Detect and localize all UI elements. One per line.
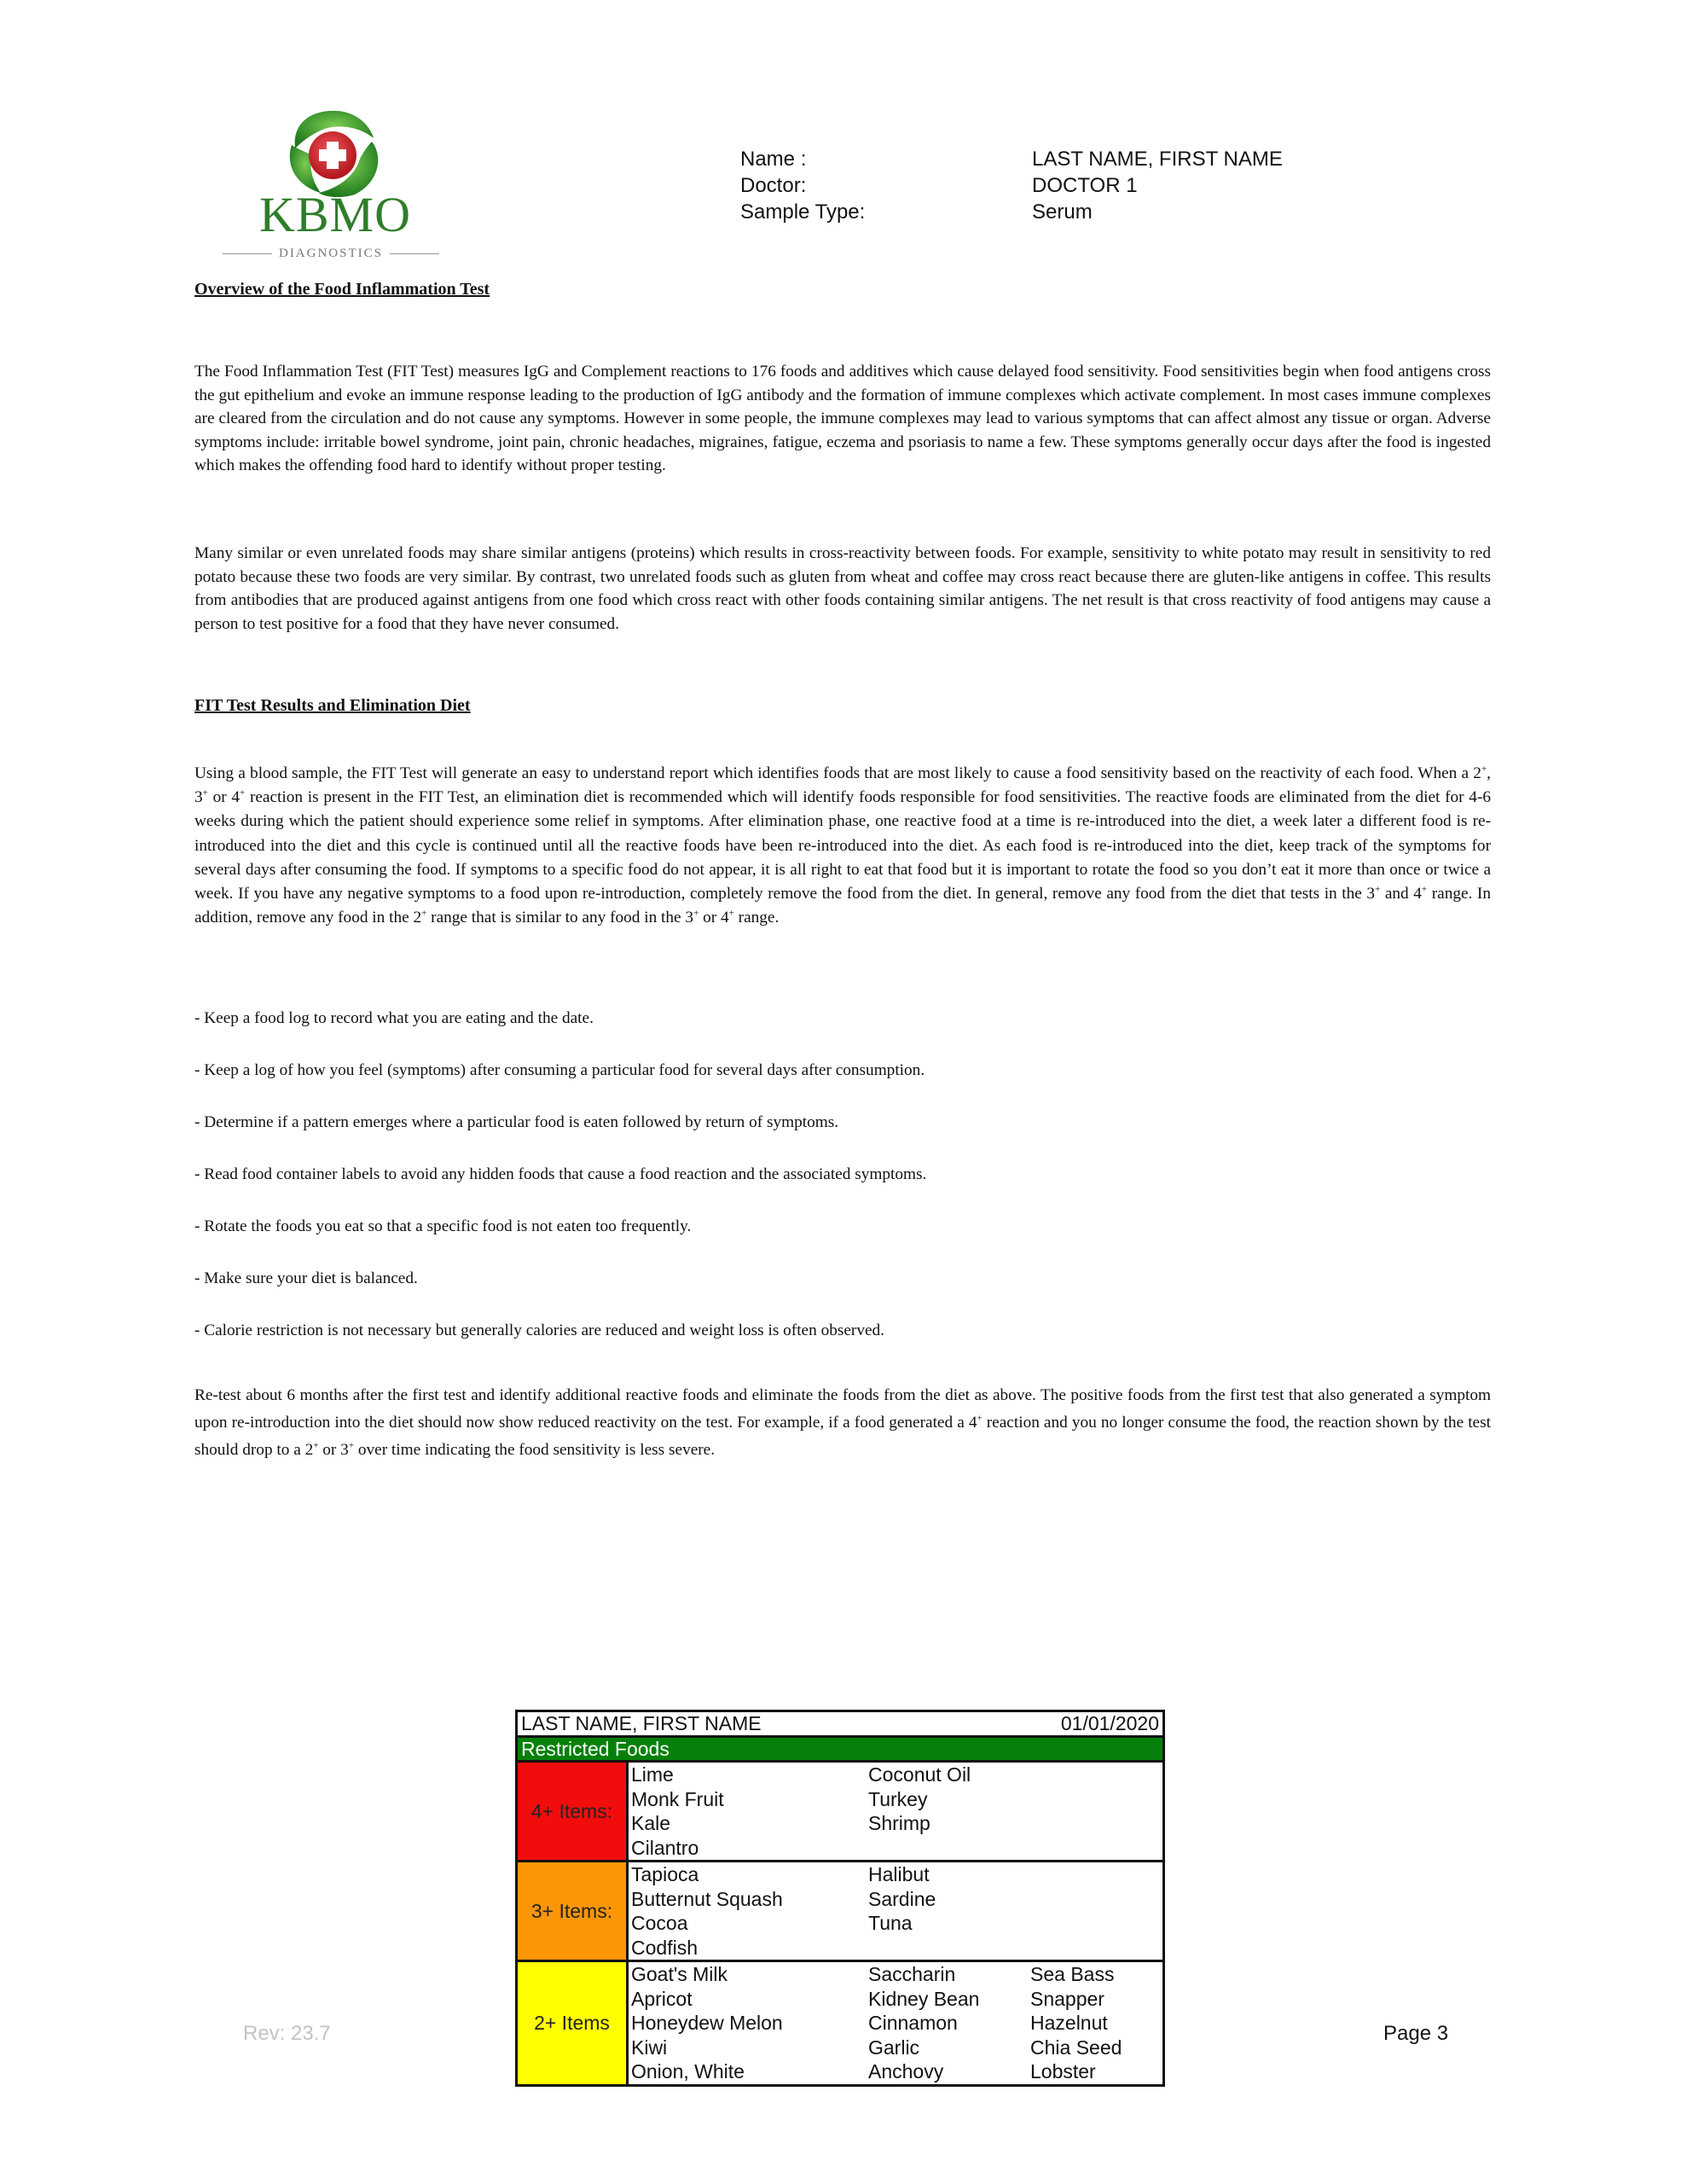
food-item: Tuna [868,1912,913,1934]
table-date: 01/01/2020 [1060,1712,1159,1734]
tier-column [1030,1763,1162,1787]
retest-paragraph [194,1382,1491,1464]
tier-column [1030,1862,1162,1887]
tip-item: - Keep a log of how you feel (symptoms) after consuming a particular food for several days after consumption. [194,1061,925,1079]
tier-list [518,1763,1162,2084]
food-item: Sardine [868,1887,936,1910]
food-item: Chia Seed [1030,2036,1122,2059]
overview-paragraph-1: The Food Inflammation Test (FIT Test) measures IgG and Complement reactions to 176 foods and additives which cause delayed food sensitivity. Food sensitivities begin when food antigens cross the gut epithelium and evoke an immune response leading to the production of IgG antibody and the formation of immune complexes which activate complement. In most cases immune complexes are cleared from the circulation and do not cause any symptoms. However in some people, the immune complexes may lead to various symptoms that can affect almost any tissue or organ. Adverse symptoms include: irritable bowel syndrome, joint pain, chronic headaches, migraines, fatigue, eczema and psoriasis to name a few. These symptoms generally occur days after the food is ingested which makes the offending food hard to identify without proper testing. [194,363,1491,475]
food-item: Shrimp [868,1812,930,1834]
food-item: Lobster [1030,2060,1096,2082]
results-heading: FIT Test Results and Elimination Diet [194,696,471,715]
retest-text-2: reaction and you no longer consume the food, the reaction shown by the test should drop to a 2 [194,1414,1491,1459]
tier-column [631,1962,868,2082]
plus-superscript: + [421,908,427,919]
overview-paragraph-2: Many similar or even unrelated foods may share similar antigens (proteins) which results in cross-reactivity between foods. For example, sensitivity to white potato may result in sensitivity to red potato because these two foods are very similar. By contrast, two unrelated foods such as gluten from wheat and coffee may cross react because there are gluten-like antigens in coffee. This results from antibodies that are produced against antigens from one food which cross react with other foods containing similar antigens. The net result is that cross reactivity of food antigens may cause a person to test positive for a food that they have never consumed. [194,544,1491,633]
logo-brand-text: KBMO [258,187,412,242]
logo-subtitle-text: DIAGNOSTICS [278,247,383,260]
food-item: Anchovy [868,2060,944,2082]
results-paragraph [194,762,1491,930]
plus-superscript: + [728,908,734,919]
results-text-1: Using a blood sample, the FIT Test will generate an easy to understand report which identifies foods that are most likely to cause a food sensitivity based on the reactivity of each food. When a 2 [194,764,1481,782]
food-item: Honeydew Melon [631,2012,783,2034]
retest-text-1: Re-test about 6 months after the first test and identify additional reactive foods and eliminate the foods from the diet as above. The positive foods from the first test that also generated a symptom upon re-introduction into the diet should now show reduced reactivity on the test. For example, if a food generated a 4 [194,1386,1491,1432]
food-item: Cilantro [631,1836,699,1859]
results-text-8: or 4 [699,909,729,927]
logo-rule-left [223,253,272,254]
food-item: Cocoa [631,1912,688,1934]
results-text-4: reaction is present in the FIT Test, an elimination diet is recommended which will identify foods responsible for food sensitivities. The reactive foods are eliminated from the diet for 4-6 weeks during which the patient should experience some relief in symptoms. After elimination phase, one reactive food at a time is re-introduced into the diet, a week later a different food is re-introduced into the diet and this cycle is continued until all the reactive foods have been re-introduced into the diet. As each food is re-introduced into the diet, keep track of the symptoms for several days after consuming the food. If symptoms to a specific food do not appear, it is all right to eat that food but it is important to rotate the food so you don’t eat it more than once or twice a week. If you have any negative symptoms to a food upon re-introduction, completely remove the food from the diet. In general, remove any food from the diet that tests in the 3 [194,788,1491,903]
tier-column [631,1862,868,1959]
tip-item: - Rotate the foods you eat so that a specific food is not eaten too frequently. [194,1217,692,1235]
tier-label: 4+ Items: [518,1763,629,1860]
food-item: Codfish [631,1936,698,1959]
tip-item: - Calorie restriction is not necessary but generally calories are reduced and weight loss is often observed. [194,1321,885,1339]
tier-label: 3+ Items: [518,1862,629,1960]
logo-rule-right [390,253,439,254]
sample-type-value: Serum [1032,200,1093,224]
plus-superscript: + [693,908,699,919]
plus-superscript: + [1421,884,1428,895]
plus-superscript: + [977,1413,983,1424]
tier-food-list [629,1862,1162,1960]
food-item: Goat's Milk [631,1963,728,1985]
food-item: Garlic [868,2036,920,2059]
plus-superscript: + [1375,884,1381,895]
food-item: Tapioca [631,1863,699,1885]
results-text-5: and 4 [1380,885,1422,903]
leaf-cross-emblem-icon [203,104,459,198]
retest-text-3: or 3 [318,1441,349,1459]
food-item: Onion, White [631,2060,745,2082]
page-number: Page 3 [1383,2022,1449,2045]
kbmo-logo [203,104,459,266]
tier-column [631,1763,868,1859]
revision-label: Rev: 23.7 [243,2022,331,2045]
food-item: Sea Bass [1030,1963,1115,1985]
food-item: Saccharin [868,1963,956,1985]
plus-superscript: + [1481,764,1487,775]
food-item: Turkey [868,1787,928,1810]
results-text-3: or 4 [207,788,241,807]
table-patient-name: LAST NAME, FIRST NAME [521,1712,762,1734]
tier-row [518,1862,1162,1962]
results-text-9: range. [733,909,780,927]
food-item: Hazelnut [1030,2012,1108,2034]
food-item: Kiwi [631,2036,668,2059]
name-value: LAST NAME, FIRST NAME [1032,148,1283,171]
doctor-value: DOCTOR 1 [1032,174,1138,197]
tier-row [518,1962,1162,2084]
tip-item: - Read food container labels to avoid any hidden foods that cause a food reaction and the associated symptoms. [194,1165,927,1183]
tier-column [1030,1962,1162,2082]
results-text-6: range. In addition, remove any food in the 2 [194,885,1491,927]
results-text-2: , 3 [194,764,1491,807]
plus-superscript: + [313,1440,319,1451]
plus-superscript: + [348,1440,355,1451]
tip-item: - Keep a food log to record what you are eating and the date. [194,1009,594,1027]
overview-heading: Overview of the Food Inflammation Test [194,280,490,299]
food-item: Kale [631,1812,671,1834]
food-item: Monk Fruit [631,1787,724,1810]
doctor-label: Doctor: [740,174,807,197]
tier-food-list [629,1763,1162,1860]
results-text-7: range that is similar to any food in the 3 [426,909,694,927]
plus-superscript: + [202,787,208,799]
food-item: Halibut [868,1863,930,1885]
food-item: Kidney Bean [868,1987,980,2010]
logo-subtitle [203,246,459,261]
restricted-foods-title: Restricted Foods [518,1738,1162,1763]
tip-item: - Determine if a pattern emerges where a particular food is eaten followed by return of symptoms. [194,1113,839,1131]
food-item: Apricot [631,1987,693,2010]
tier-row [518,1763,1162,1862]
food-item: Butternut Squash [631,1887,783,1910]
table-header [518,1712,1162,1738]
food-item: Lime [631,1763,674,1786]
food-item: Snapper [1030,1987,1104,2010]
tier-column [868,1763,1030,1834]
restricted-foods-table [515,1710,1165,2087]
tier-food-list [629,1962,1162,2084]
food-item: Cinnamon [868,2012,958,2034]
tier-column [868,1962,1030,2082]
plus-superscript: + [240,787,246,799]
tier-label: 2+ Items [518,1962,629,2084]
tip-item: - Make sure your diet is balanced. [194,1269,418,1287]
name-label: Name : [740,148,807,171]
retest-text-4: over time indicating the food sensitivity is less severe. [354,1441,716,1459]
sample-type-label: Sample Type: [740,200,866,224]
food-item: Coconut Oil [868,1763,971,1786]
tier-column [868,1862,1030,1934]
